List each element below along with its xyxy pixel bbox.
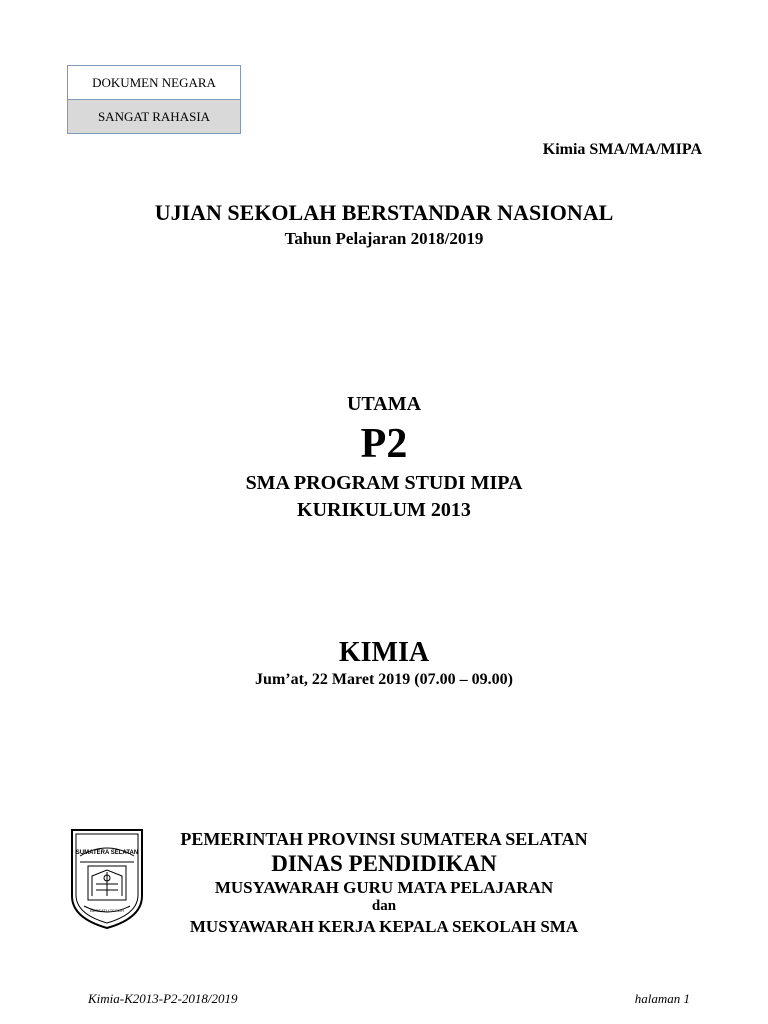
organizer-mkks: MUSYAWARAH KERJA KEPALA SEKOLAH SMA xyxy=(189,917,579,936)
svg-text:BERSATU TEGUH: BERSATU TEGUH xyxy=(90,908,124,913)
exam-type: UTAMA xyxy=(346,393,422,415)
svg-text:SUMATERA SELATAN: SUMATERA SELATAN xyxy=(75,850,139,856)
footer-page-number: halaman 1 xyxy=(634,991,690,1006)
exam-package: P2 xyxy=(360,421,408,467)
organizer-mgmp: MUSYAWARAH GURU MATA PELAJARAN xyxy=(214,878,554,897)
classification-line-2: SANGAT RAHASIA xyxy=(68,100,240,133)
province-emblem-icon xyxy=(66,826,148,932)
exam-curriculum: KURIKULUM 2013 xyxy=(297,499,471,521)
footer-document-code: Kimia-K2013-P2-2018/2019 xyxy=(88,991,238,1006)
exam-program: SMA PROGRAM STUDI MIPA xyxy=(245,472,523,494)
exam-subject: KIMIA xyxy=(338,637,430,668)
subject-tag: Kimia SMA/MA/MIPA xyxy=(542,141,702,158)
exam-year: Tahun Pelajaran 2018/2019 xyxy=(284,229,484,248)
organizer-province: PEMERINTAH PROVINSI SUMATERA SELATAN xyxy=(180,829,588,849)
exam-schedule: Jum’at, 22 Maret 2019 (07.00 – 09.00) xyxy=(255,671,513,688)
organizer-conjunction: dan xyxy=(371,898,397,914)
exam-title: UJIAN SEKOLAH BERSTANDAR NASIONAL xyxy=(154,200,614,225)
classification-box xyxy=(67,65,241,134)
organizer-office: DINAS PENDIDIKAN xyxy=(271,851,497,876)
classification-line-1: DOKUMEN NEGARA xyxy=(68,66,240,100)
